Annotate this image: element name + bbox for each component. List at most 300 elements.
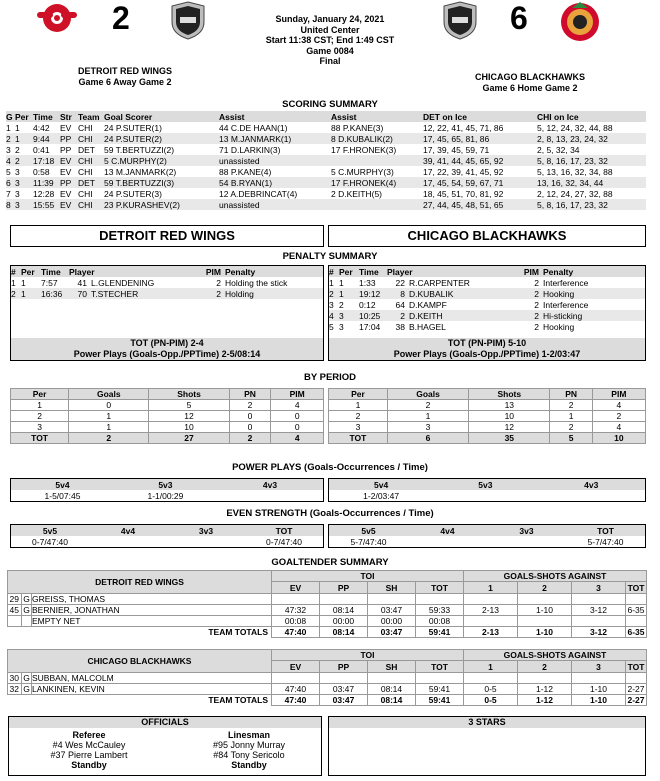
es-value (408, 536, 487, 547)
table-cell: 0 (271, 411, 324, 422)
col-header: TOT (626, 582, 647, 594)
table-cell (331, 155, 423, 166)
table-row (11, 277, 323, 288)
col-header: # (11, 266, 16, 277)
scoring-table (6, 111, 646, 210)
total-value: 47:40 (272, 627, 320, 638)
table-cell: Holding (225, 288, 254, 299)
col-header: Player (69, 266, 95, 277)
table-cell: SUBBAN, MALCOLM (32, 673, 272, 684)
table-cell: PP (60, 133, 72, 144)
table-cell: 59 T.BERTUZZI(2) (104, 144, 175, 155)
table-row (6, 177, 646, 188)
table-cell: 35 (469, 433, 550, 444)
table-cell: G (23, 673, 30, 683)
table-cell (518, 673, 572, 684)
table-row (329, 400, 646, 411)
table-cell: 4:42 (33, 122, 50, 133)
away-pp-box (10, 478, 324, 502)
table-cell: 0 (229, 422, 271, 433)
pp-value (433, 490, 537, 501)
player-number: 2 (400, 310, 405, 321)
table-cell: 7:57 (41, 277, 58, 288)
table-cell: 2 (6, 133, 11, 144)
table-cell: 5, 13, 16, 32, 34, 88 (537, 166, 613, 177)
table-cell: 2 (229, 400, 271, 411)
total-value: 1-10 (572, 695, 626, 706)
col-header: 4v4 (120, 525, 136, 536)
table-cell: 5, 12, 24, 32, 44, 88 (537, 122, 613, 133)
table-row (6, 144, 646, 155)
table-cell: CHI (78, 155, 93, 166)
col-header: Penalty (225, 266, 256, 277)
table-cell: EV (60, 155, 72, 166)
es-value: 0-7/47:40 (266, 536, 302, 547)
total-value: 0-5 (464, 695, 518, 706)
table-cell: 1 (339, 288, 344, 299)
table-cell: 2 (216, 288, 221, 299)
away-by-period-table (10, 388, 324, 444)
table-cell (464, 673, 518, 684)
table-cell: 2 (329, 411, 388, 422)
col-header: Assist (331, 111, 357, 122)
table-cell: 3 (329, 422, 388, 433)
table-cell: 1 (11, 277, 16, 288)
table-cell: GREISS, THOMAS (32, 594, 272, 605)
col-header: EV (272, 582, 320, 594)
table-cell: 5 (550, 433, 592, 444)
table-cell: EMPTY NET (32, 616, 272, 627)
away-goaltender-table (7, 570, 647, 638)
table-cell: 0 (229, 411, 271, 422)
table-cell: 88 P.KANE(3) (331, 122, 384, 133)
table-cell (368, 594, 416, 605)
table-row (6, 166, 646, 177)
total-value: 08:14 (320, 627, 368, 638)
table-cell: 24 P.SUTER(1) (104, 122, 162, 133)
table-row (8, 673, 647, 684)
table-cell: 12 (469, 422, 550, 433)
table-cell: Hi-sticking (543, 310, 583, 321)
col-header: 2 (518, 582, 572, 594)
total-value: 3-12 (572, 627, 626, 638)
away-goalie-team: DETROIT RED WINGS (8, 571, 272, 594)
table-cell: PP (60, 144, 72, 155)
home-goaltender-table (7, 649, 647, 706)
table-cell: BERNIER, JONATHAN (32, 605, 272, 616)
away-team-banner: DETROIT RED WINGS (10, 225, 324, 247)
table-cell: 1 (6, 122, 11, 133)
player-name: D.KUBALIK (409, 288, 454, 299)
home-pp-box (328, 478, 646, 502)
table-cell: 3 (6, 144, 11, 155)
table-cell (320, 594, 368, 605)
table-cell: 4 (592, 400, 645, 411)
table-cell: CHI (78, 199, 93, 210)
table-cell: 2 (329, 288, 334, 299)
table-cell: 1-12 (518, 684, 572, 695)
col-header: EV (272, 661, 320, 673)
table-cell: 2-13 (464, 605, 518, 616)
table-row (6, 133, 646, 144)
table-cell: 4 (271, 400, 324, 411)
col-header: Assist (219, 111, 245, 122)
table-cell: 2 (534, 321, 539, 332)
table-cell: 12:28 (33, 188, 55, 199)
total-value: 59:41 (416, 695, 464, 706)
table-cell: PP (60, 177, 72, 188)
total-value: 47:40 (272, 695, 320, 706)
pp-value: 1-5/07:45 (44, 490, 81, 501)
col-header: Str (60, 111, 72, 122)
table-cell: 2 (550, 400, 592, 411)
col-header: 5v4 (55, 479, 70, 490)
total-row (329, 433, 646, 444)
table-cell: 2 (11, 288, 16, 299)
total-value: 2-27 (627, 695, 645, 705)
away-es-box (10, 524, 324, 548)
table-cell (416, 673, 464, 684)
table-cell: 17:04 (359, 321, 381, 332)
table-cell: 17, 45, 65, 81, 86 (423, 133, 490, 144)
col-header: 1 (464, 661, 518, 673)
table-row (11, 400, 324, 411)
total-value: 03:47 (320, 695, 368, 706)
table-row (11, 288, 323, 299)
table-cell: 10 (149, 422, 229, 433)
scoring-summary-title: SCORING SUMMARY (282, 99, 378, 110)
player-name: L.GLENDENING (91, 277, 155, 288)
table-cell: CHI (78, 188, 93, 199)
home-team-banner: CHICAGO BLACKHAWKS (328, 225, 646, 247)
col-header: 5v5 (42, 525, 58, 536)
table-cell: TOT (11, 433, 69, 444)
home-game-info: Game 6 Home Game 2 (482, 82, 578, 93)
table-cell: 13, 16, 32, 34, 44 (537, 177, 604, 188)
col-header: PIM (523, 266, 539, 277)
referee-name: #37 Pierre Lambert (50, 750, 128, 760)
player-number: 8 (400, 288, 405, 299)
table-cell: 1 (339, 277, 344, 288)
table-cell: 2 (592, 411, 645, 422)
table-cell: 9:44 (33, 133, 50, 144)
toi-header: TOI (272, 571, 464, 582)
table-cell: 44 C.DE HAAN(1) (219, 122, 288, 133)
table-cell (22, 616, 32, 627)
pp-value: 1-1/00:29 (147, 490, 184, 501)
table-cell (572, 673, 626, 684)
table-cell: 30 (8, 673, 22, 684)
table-cell: 3 (339, 321, 344, 332)
table-cell: 71 D.LARKIN(3) (219, 144, 281, 155)
even-strength-title: EVEN STRENGTH (Goals-Occurrences / Time) (226, 508, 434, 519)
table-cell: 18, 45, 51, 70, 81, 92 (423, 188, 504, 199)
away-score: 2 (112, 0, 130, 36)
table-cell: 1 (69, 422, 149, 433)
table-cell: 4 (271, 433, 324, 444)
table-cell: 1 (21, 288, 26, 299)
table-cell: Hooking (543, 288, 575, 299)
total-value: 59:41 (416, 627, 464, 638)
col-header: Per (11, 389, 69, 400)
col-header: 5v3 (158, 479, 173, 490)
table-cell: 54 B.RYAN(1) (219, 177, 273, 188)
table-cell: 17, 22, 39, 41, 45, 92 (423, 166, 504, 177)
home-score: 6 (510, 0, 528, 36)
table-cell: CHI (78, 122, 93, 133)
home-es-box (328, 524, 646, 548)
table-cell: 5 C.MURPHY(3) (331, 166, 394, 177)
table-cell: 17:18 (33, 155, 55, 166)
col-header: TOT (275, 525, 293, 536)
table-cell: 5 (6, 166, 11, 177)
col-header: TOT (626, 661, 647, 673)
col-header: PIM (592, 389, 645, 400)
table-cell: 17 F.HRONEK(4) (331, 177, 397, 188)
player-cell (387, 321, 511, 332)
col-header: PIM (271, 389, 324, 400)
table-cell: 2 D.KEITH(5) (331, 188, 383, 199)
table-cell (572, 616, 626, 627)
table-cell: G (23, 605, 30, 615)
away-game-info: Game 6 Away Game 2 (78, 76, 172, 87)
col-header: Player (387, 266, 413, 277)
table-cell: 5 C.MURPHY(2) (104, 155, 167, 166)
table-cell: CHI (78, 133, 93, 144)
table-row (6, 155, 646, 166)
table-cell: 2, 5, 32, 34 (537, 144, 580, 155)
table-cell: 59 T.BERTUZZI(3) (104, 177, 175, 188)
table-cell: 1 (15, 133, 20, 144)
table-cell: 1 (387, 411, 468, 422)
table-cell: 29 (8, 594, 22, 605)
home-goalie-team: CHICAGO BLACKHAWKS (8, 650, 272, 673)
away-team-name: DETROIT RED WINGS (78, 66, 172, 76)
table-cell: 12 A.DEBRINCAT(4) (219, 188, 298, 199)
game-date: Sunday, January 24, 2021 (275, 14, 385, 24)
home-penalty-total: TOT (PN-PIM) 5-10 (329, 338, 645, 349)
table-cell: 1-10 (518, 605, 572, 616)
player-cell (387, 299, 511, 310)
table-cell: EV (60, 188, 72, 199)
table-cell: 10:25 (359, 310, 381, 321)
table-row (6, 122, 646, 133)
table-cell: 47:40 (272, 684, 320, 695)
table-cell (8, 616, 22, 627)
table-cell: 3 (15, 188, 20, 199)
table-cell: 2 (534, 310, 539, 321)
es-value (487, 536, 566, 547)
table-cell (518, 594, 572, 605)
table-cell: 3 (15, 177, 20, 188)
table-cell: 59:33 (416, 605, 464, 616)
player-name: D.KAMPF (409, 299, 447, 310)
col-header: 3v3 (519, 525, 534, 536)
game-number: Game 0084 (306, 45, 354, 56)
table-cell: 1:33 (359, 277, 376, 288)
col-header: SH (368, 661, 416, 673)
col-header: PIM (205, 266, 221, 277)
col-header: 3v3 (198, 525, 214, 536)
table-row (329, 321, 645, 332)
pp-value: 1-2/03:47 (363, 490, 400, 501)
player-number: 64 (395, 299, 405, 310)
col-header: 4v4 (440, 525, 455, 536)
col-header: TOT (416, 661, 464, 673)
table-cell: 19:12 (359, 288, 381, 299)
table-cell: 2, 12, 24, 27, 32, 88 (537, 188, 613, 199)
table-cell: Interference (543, 299, 589, 310)
es-value: 0-7/47:40 (32, 536, 68, 547)
table-cell: 00:00 (368, 616, 416, 627)
table-cell: 2 (15, 144, 20, 155)
table-cell: 0:41 (33, 144, 50, 155)
table-cell (331, 199, 423, 210)
pp-value (217, 490, 323, 501)
table-cell: 47:32 (272, 605, 320, 616)
table-cell: 2 (339, 299, 344, 310)
table-cell (626, 616, 647, 627)
nhl-logo-right (440, 0, 480, 40)
table-cell: Holding the stick (225, 277, 288, 288)
away-penalty-table (11, 266, 323, 299)
table-cell: 1 (69, 411, 149, 422)
table-cell: 4 (592, 422, 645, 433)
col-header: # (329, 266, 334, 277)
table-cell: 1 (15, 122, 20, 133)
table-cell: 08:14 (368, 684, 416, 695)
table-cell: 0 (69, 400, 149, 411)
table-cell: 5 (149, 400, 229, 411)
player-name: R.CARPENTER (409, 277, 470, 288)
table-cell: 1 (21, 277, 26, 288)
col-header: DET on Ice (423, 111, 467, 122)
table-cell: 59:41 (416, 684, 464, 695)
table-cell: 2 (534, 288, 539, 299)
by-period-title: BY PERIOD (303, 372, 357, 383)
col-header: 4v3 (262, 479, 278, 490)
table-cell: 4 (6, 155, 11, 166)
table-cell: 08:14 (320, 605, 368, 616)
table-cell: unassisted (219, 199, 260, 210)
player-number: 38 (395, 321, 405, 332)
table-cell: Interference (543, 277, 589, 288)
three-stars-box (328, 716, 646, 776)
table-cell: 1 (550, 411, 592, 422)
table-cell: 7 (6, 188, 11, 199)
table-cell: 5 (329, 321, 334, 332)
table-cell (368, 673, 416, 684)
home-penalty-table (329, 266, 645, 332)
col-header: Per (15, 111, 29, 122)
col-header: 4v3 (584, 479, 599, 490)
table-cell: G (23, 594, 30, 604)
table-cell: 6 (387, 433, 468, 444)
col-header: Per (21, 266, 35, 277)
table-cell: 8 (6, 199, 11, 210)
gsa-header: GOALS-SHOTS AGAINST (464, 650, 647, 661)
goaltender-summary-title: GOALTENDER SUMMARY (271, 557, 389, 568)
table-cell (416, 594, 464, 605)
gsa-header: GOALS-SHOTS AGAINST (464, 571, 647, 582)
total-value: 1-10 (518, 627, 572, 638)
es-value: 5-7/47:40 (587, 536, 624, 547)
col-header: 3 (572, 661, 626, 673)
home-team-name: CHICAGO BLACKHAWKS (475, 72, 585, 82)
table-row (8, 684, 647, 695)
total-value: 6-35 (627, 627, 645, 637)
table-cell: 3 (15, 199, 20, 210)
col-header: Shots (469, 389, 550, 400)
table-cell: 2 (534, 277, 539, 288)
col-header: PP (320, 661, 368, 673)
table-row (11, 411, 324, 422)
table-cell: 13 M.JANMARK(2) (104, 166, 177, 177)
col-header: Time (33, 111, 53, 122)
col-header: Penalty (543, 266, 574, 277)
table-cell: Hooking (543, 321, 575, 332)
table-cell: 3 (329, 299, 334, 310)
table-cell: 0:12 (359, 299, 376, 310)
table-cell: EV (60, 166, 72, 177)
col-header: PP (320, 582, 368, 594)
col-header: 1 (464, 582, 518, 594)
table-cell: 5, 8, 16, 17, 23, 32 (537, 155, 608, 166)
table-cell: 00:08 (272, 616, 320, 627)
table-row (329, 422, 646, 433)
total-value: 03:47 (368, 627, 416, 638)
table-row (329, 310, 645, 321)
table-cell: 10 (469, 411, 550, 422)
table-cell: 3 (339, 310, 344, 321)
standby-label: Standby (231, 760, 267, 770)
table-cell: 2 (216, 277, 221, 288)
game-venue: United Center (300, 24, 360, 35)
table-cell: CHI (78, 166, 93, 177)
officials-box (8, 716, 322, 776)
player-number: 41 (77, 277, 87, 288)
table-cell (320, 673, 368, 684)
es-value: 5-7/47:40 (350, 536, 387, 547)
table-row (8, 605, 647, 616)
table-cell: 24 P.SUTER(3) (104, 188, 162, 199)
table-cell: 17 F.HRONEK(3) (331, 144, 397, 155)
nhl-logo-left (168, 0, 208, 40)
player-name: B.HAGEL (409, 321, 446, 332)
table-cell: 2 (69, 433, 149, 444)
game-status: Final (319, 56, 341, 66)
col-header: 5v4 (374, 479, 389, 490)
table-cell: 1 (329, 400, 388, 411)
col-header: CHI on Ice (537, 111, 579, 122)
table-cell: 5, 8, 16, 17, 23, 32 (537, 199, 608, 210)
col-header: SH (368, 582, 416, 594)
table-cell: 17, 39, 45, 59, 71 (423, 144, 490, 155)
col-header: PN (229, 389, 271, 400)
table-cell (626, 673, 647, 684)
es-value (167, 536, 245, 547)
table-cell: 32 (8, 684, 22, 695)
table-row (11, 422, 324, 433)
table-cell: 12, 22, 41, 45, 71, 86 (423, 122, 504, 133)
table-cell: 6-35 (627, 605, 645, 615)
table-cell: 16:36 (41, 288, 63, 299)
player-number: 70 (77, 288, 87, 299)
table-cell: 2 (15, 155, 20, 166)
table-row (329, 277, 645, 288)
table-row (8, 616, 647, 627)
table-cell (626, 594, 647, 605)
